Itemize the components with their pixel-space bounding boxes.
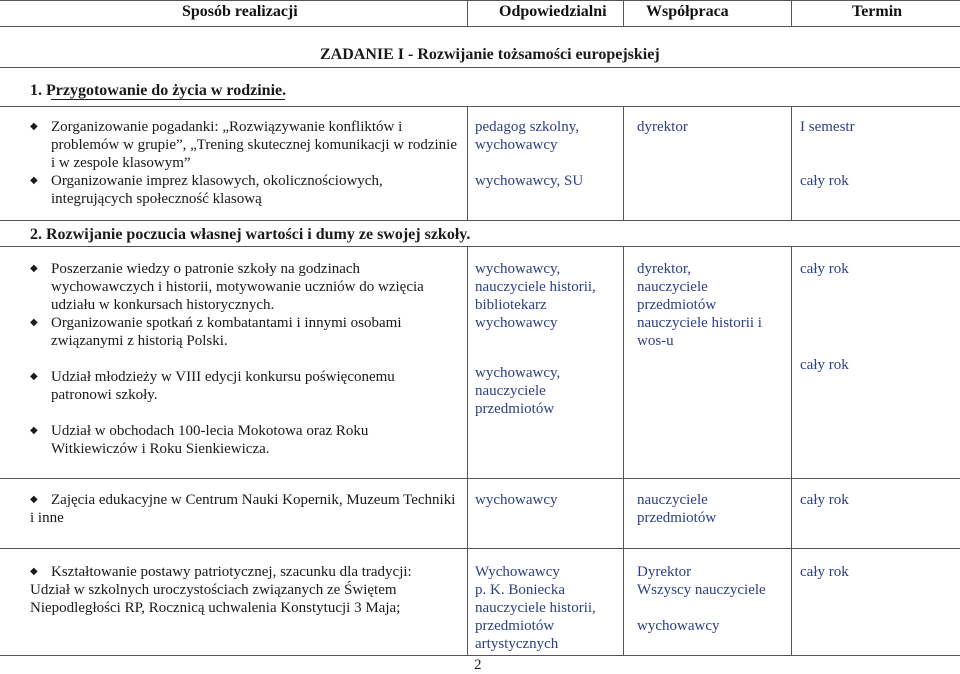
- row3-term: cały rok: [800, 492, 849, 508]
- header-bottom-border: [0, 26, 960, 27]
- row2-4-divider-3: [791, 246, 792, 655]
- row1-bullet1: Zorganizowanie pogadanki: „Rozwiązywanie konfliktów i problemów w grupie”, „Trening skutecznej komunikacji w rodzinie i w zespole klasowym”: [51, 119, 458, 171]
- header-cooperation: Współpraca: [646, 3, 729, 20]
- row2-4-divider-2: [623, 246, 624, 655]
- section-1-underline: [51, 99, 285, 100]
- row1-divider-1: [467, 106, 468, 220]
- row2-responsible-a: wychowawcy, nauczyciele historii, bibliotekarz wychowawcy: [475, 261, 596, 331]
- row1-cooperation: dyrektor: [637, 119, 688, 135]
- page-number: 2: [474, 657, 482, 673]
- row2-bottom-border: [0, 478, 960, 479]
- header-method: Sposób realizacji: [182, 3, 298, 20]
- row1-responsible: pedagog szkolny, wychowawcy wychowawcy, SU: [475, 119, 584, 189]
- header-responsible: Odpowiedzialni: [499, 3, 607, 20]
- section-2-heading: 2. Rozwijanie poczucia własnej wartości i dumy ze swojej szkoły.: [30, 226, 471, 243]
- row3-bullet1: Zajęcia edukacyjne w Centrum Nauki Kopernik, Muzeum Techniki i inne: [30, 492, 456, 526]
- row2-term-a: cały rok: [800, 261, 849, 277]
- row3-bottom-border: [0, 548, 960, 549]
- table-top-border: [0, 0, 960, 1]
- row3-responsible: wychowawcy: [475, 492, 558, 508]
- task-title: ZADANIE I - Rozwijanie tożsamości europejskiej: [320, 46, 660, 63]
- bullet-icon: ◆: [30, 371, 38, 382]
- row1-bullet2: Organizowanie imprez klasowych, okolicznościowych, integrujących społeczność klasową: [51, 173, 383, 207]
- bullet-icon: ◆: [30, 121, 38, 132]
- bullet-icon: ◆: [30, 425, 38, 436]
- row1-bottom-border: [0, 220, 960, 221]
- row4-bullet1: Kształtowanie postawy patriotycznej, szacunku dla tradycji: Udział w szkolnych uroczystościach związanych ze Świętem Niepodległości RP, Rocznicą uchwalenia Konstytucji 3 Maja;: [30, 564, 412, 616]
- row2-bullet1: Poszerzanie wiedzy o patronie szkoły na godzinach wychowawczych i historii, motywowanie uczniów do wzięcia udziału w konkursach historycznych.: [51, 261, 424, 313]
- row4-responsible: Wychowawcy p. K. Boniecka nauczyciele historii, przedmiotów artystycznych: [475, 564, 596, 652]
- header-divider-3: [791, 0, 792, 26]
- row2-term-b: cały rok: [800, 357, 849, 373]
- bullet-icon: ◆: [30, 494, 38, 505]
- header-term: Termin: [852, 3, 903, 20]
- task-bottom-border: [0, 67, 960, 68]
- row4-bottom-border: [0, 655, 960, 656]
- row2-bullet3: Udział młodzieży w VIII edycji konkursu poświęconemu patronowi szkoły.: [51, 369, 395, 403]
- section1-bottom-border: [0, 106, 960, 107]
- row2-bullet2: Organizowanie spotkań z kombatantami i innymi osobami związanymi z historią Polski.: [51, 315, 402, 349]
- header-divider-2: [623, 0, 624, 26]
- row4-cooperation: Dyrektor Wszyscy nauczyciele wychowawcy: [637, 564, 766, 634]
- bullet-icon: ◆: [30, 263, 38, 274]
- row2-4-divider-1: [467, 246, 468, 655]
- row4-term: cały rok: [800, 564, 849, 580]
- row1-term: I semestr cały rok: [800, 119, 855, 189]
- bullet-icon: ◆: [30, 317, 38, 328]
- bullet-icon: ◆: [30, 566, 38, 577]
- section-1-heading: 1. Przygotowanie do życia w rodzinie.: [30, 82, 287, 99]
- row2-cooperation: dyrektor, nauczyciele przedmiotów nauczyciele historii i wos-u: [637, 261, 762, 349]
- row2-responsible-b: wychowawcy, nauczyciele przedmiotów: [475, 365, 561, 417]
- row3-cooperation: nauczyciele przedmiotów: [637, 492, 717, 526]
- row1-divider-2: [623, 106, 624, 220]
- row2-bullet4: Udział w obchodach 100-lecia Mokotowa oraz Roku Witkiewiczów i Roku Sienkiewicza.: [51, 423, 369, 457]
- section2-bottom-border: [0, 246, 960, 247]
- row1-divider-3: [791, 106, 792, 220]
- header-divider-1: [467, 0, 468, 26]
- bullet-icon: ◆: [30, 175, 38, 186]
